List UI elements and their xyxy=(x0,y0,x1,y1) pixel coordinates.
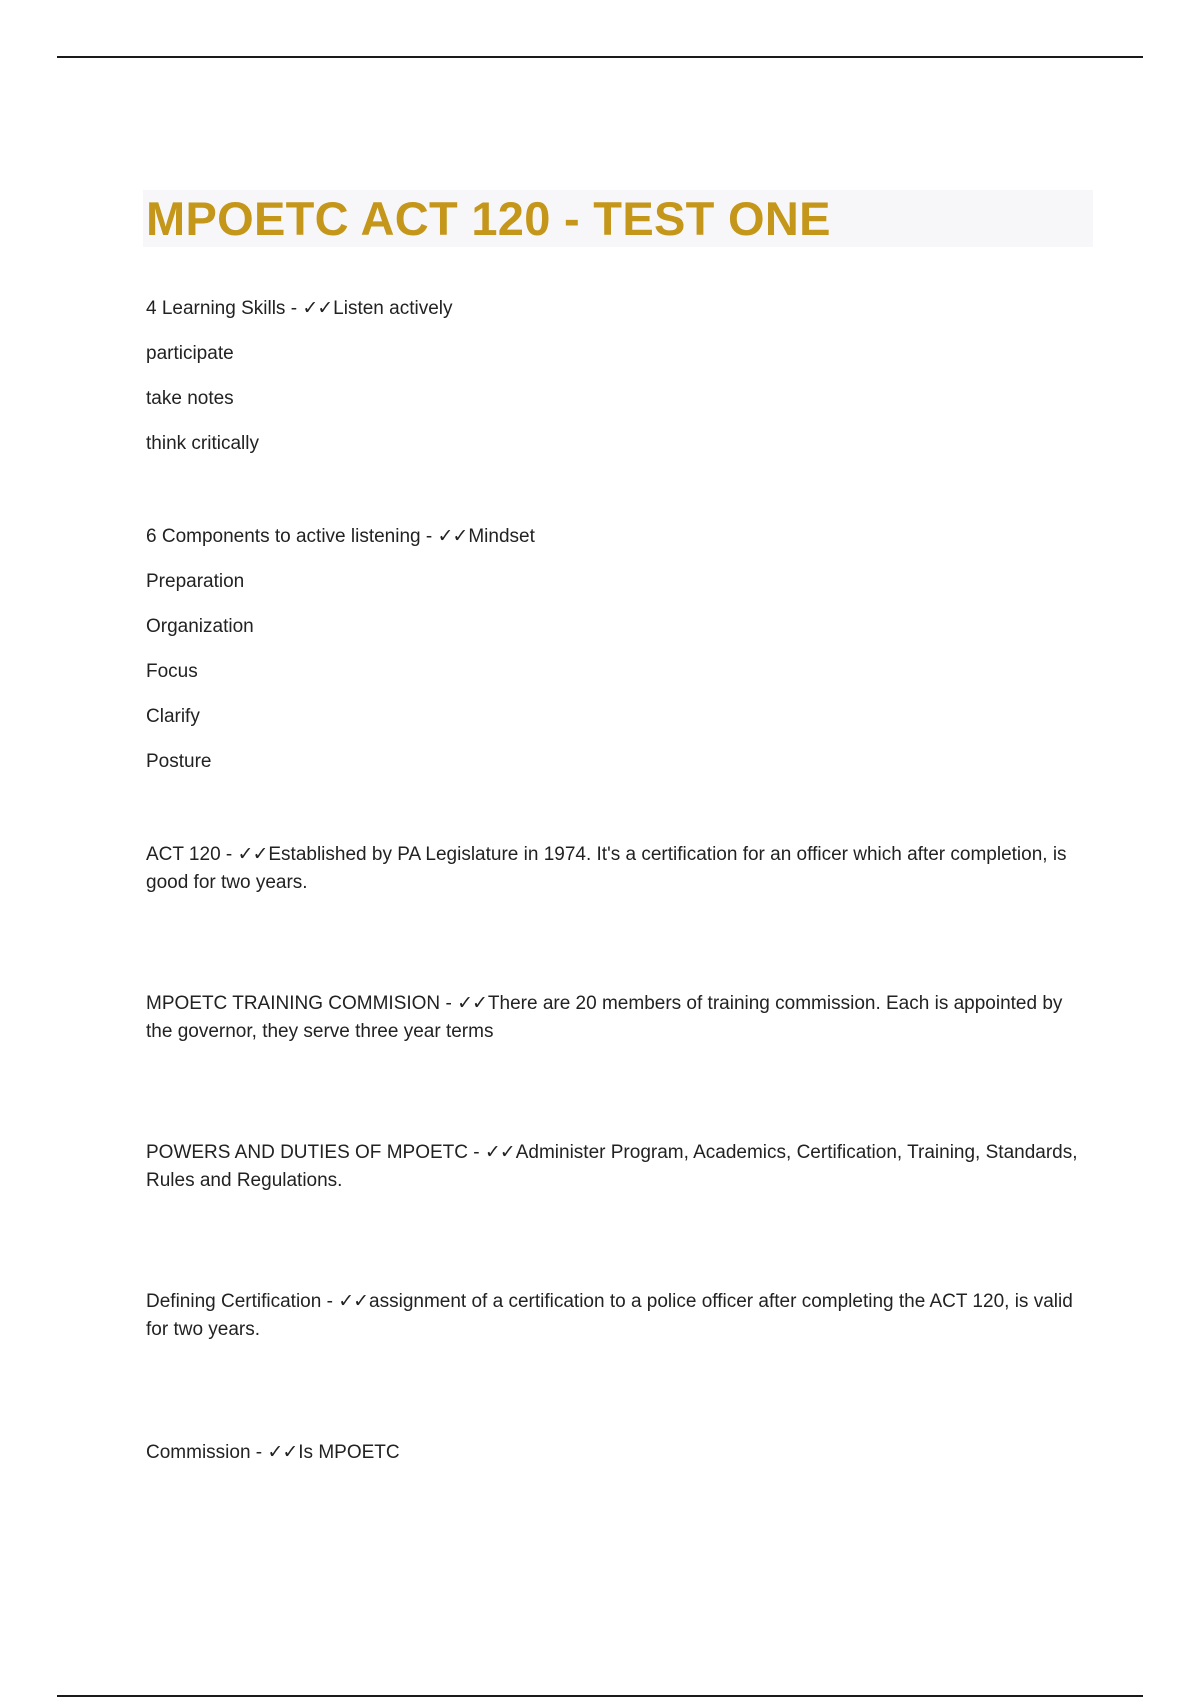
double-check-icon: ✓✓ xyxy=(302,298,333,319)
answer-line: participate xyxy=(146,343,234,364)
answer-line: Preparation xyxy=(146,571,245,592)
double-check-icon: ✓✓ xyxy=(338,1291,369,1312)
entry-term: Commission xyxy=(146,1442,251,1463)
entry-term: ACT 120 xyxy=(146,844,221,865)
entry-term: POWERS AND DUTIES OF MPOETC xyxy=(146,1142,468,1163)
answer-line: Posture xyxy=(146,751,212,772)
entry-commission: Commission - ✓✓Is MPOETC xyxy=(146,1442,400,1463)
double-check-icon: ✓✓ xyxy=(484,1142,515,1163)
entry-answer: Is MPOETC xyxy=(298,1442,400,1463)
entry-training-commission: MPOETC TRAINING COMMISION - ✓✓There are 20 members of training commission. Each is appointed by the governor, they serve three year terms xyxy=(146,993,1063,1042)
entry-answer: assignment of a certification to a police officer after completing the ACT 120, is valid for two years. xyxy=(146,1291,1073,1340)
answer-line: Focus xyxy=(146,661,198,682)
entry-answer: Listen actively xyxy=(333,298,453,319)
answer-line: think critically xyxy=(146,433,259,454)
entry-term: MPOETC TRAINING COMMISION xyxy=(146,993,441,1014)
entry-term: Defining Certification xyxy=(146,1291,322,1312)
entry-heading-line: 4 Learning Skills - ✓✓Listen actively xyxy=(146,298,453,319)
entry-answer: There are 20 members of training commission. Each is appointed by the governor, they serve three year terms xyxy=(146,993,1063,1042)
entry-term: 6 Components to active listening xyxy=(146,526,421,547)
flashcard-content xyxy=(146,295,1086,1467)
page-title: MPOETC ACT 120 - TEST ONE xyxy=(146,192,831,245)
answer-line: take notes xyxy=(146,388,234,409)
double-check-icon: ✓✓ xyxy=(437,526,468,547)
double-check-icon: ✓✓ xyxy=(457,993,487,1014)
entry-answer: Administer Program, Academics, Certification, Training, Standards, Rules and Regulations. xyxy=(146,1142,1078,1191)
entry-active-listening xyxy=(146,523,1086,776)
top-rule xyxy=(57,56,1143,58)
answer-line: Clarify xyxy=(146,706,200,727)
entry-defining-certification: Defining Certification - ✓✓assignment of a certification to a police officer after completing the ACT 120, is valid for two years. xyxy=(146,1291,1073,1340)
entry-term: 4 Learning Skills xyxy=(146,298,286,319)
entry-learning-skills xyxy=(146,295,1086,458)
entry-heading-line: 6 Components to active listening - ✓✓Mindset xyxy=(146,526,535,547)
entry-powers-and-duties: POWERS AND DUTIES OF MPOETC - ✓✓Administer Program, Academics, Certification, Training, Standards, Rules and Regulations. xyxy=(146,1142,1078,1191)
double-check-icon: ✓✓ xyxy=(267,1442,298,1463)
double-check-icon: ✓✓ xyxy=(237,844,268,865)
bottom-rule xyxy=(57,1695,1143,1697)
entry-answer: Established by PA Legislature in 1974. It's a certification for an officer which after completion, is good for two years. xyxy=(146,844,1067,893)
entry-act-120: ACT 120 - ✓✓Established by PA Legislature in 1974. It's a certification for an officer which after completion, is good for two years. xyxy=(146,844,1067,893)
entry-answer: Mindset xyxy=(468,526,535,547)
answer-line: Organization xyxy=(146,616,254,637)
